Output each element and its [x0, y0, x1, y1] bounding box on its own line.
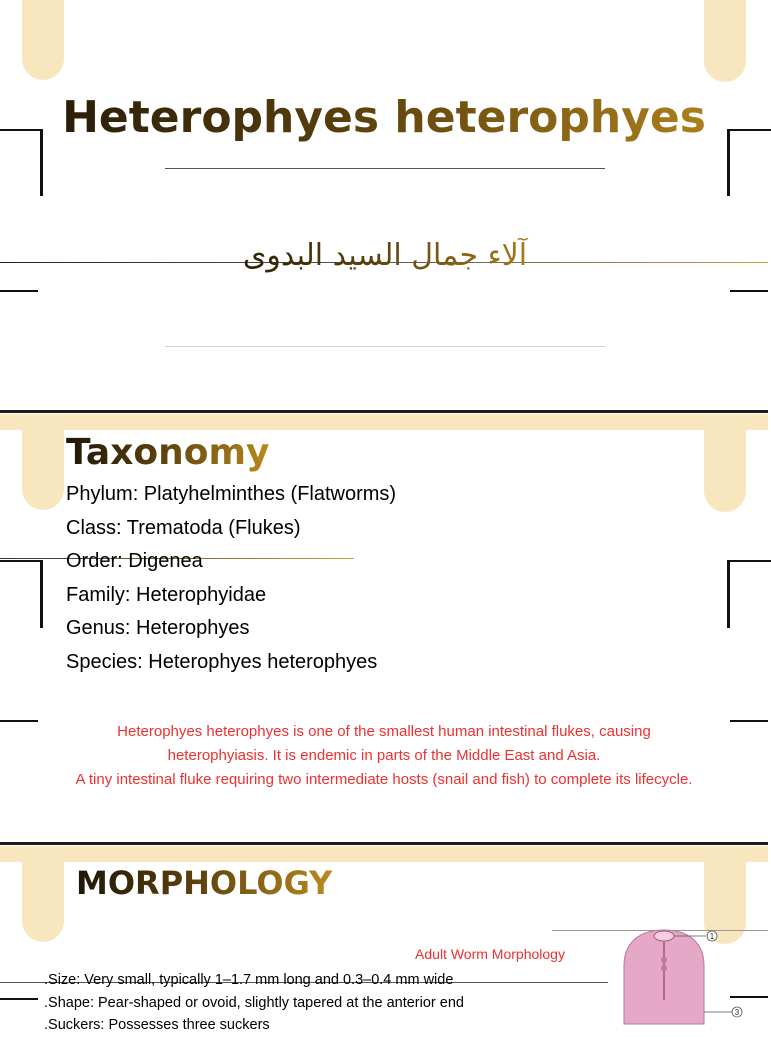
intro-line-1: Heterophyes heterophyes is one of the smallest human intestinal flukes, causing: [117, 723, 651, 740]
callout-number: 1: [709, 932, 715, 941]
dash-right: [730, 290, 768, 292]
taxonomy-list: [66, 478, 396, 680]
morphology-slide: [0, 846, 768, 1033]
taxonomy-species: Species: Heterophyes heterophyes: [66, 650, 378, 673]
decor-tab-right: [704, 414, 746, 512]
taxonomy-class: Class: Trematoda (Flukes): [66, 516, 301, 539]
organ-dot: [661, 957, 667, 963]
morphology-bullets: [44, 969, 464, 1037]
decor-tab-left: [22, 846, 64, 942]
intro-line-3: A tiny intestinal fluke requiring two intermediate hosts (snail and fish) to complete its lifecycle.: [75, 771, 693, 788]
callout-number: 3: [734, 1008, 740, 1017]
taxonomy-order: Order: Digenea: [66, 550, 203, 573]
bracket-left: [0, 560, 43, 628]
intro-text: [20, 720, 748, 792]
taxonomy-phylum: Phylum: Platyhelminthes (Flatworms): [66, 483, 397, 505]
bullet-size: .Size: Very small, typically 1–1.7 mm long and 0.3–0.4 mm wide: [44, 972, 454, 988]
slide-separator-2: [0, 842, 768, 845]
taxonomy-family: Family: Heterophyidae: [66, 583, 267, 606]
organ-dot: [661, 965, 667, 971]
bottom-rule: [165, 346, 605, 347]
slide-separator-1: [0, 410, 768, 413]
bullet-suckers: .Suckers: Possesses three suckers: [44, 1017, 270, 1033]
intro-line-2: heterophyiasis. It is endemic in parts of the Middle East and Asia.: [167, 747, 601, 764]
taxonomy-slide: [0, 414, 768, 842]
adult-worm-illustration: [606, 930, 768, 1024]
dash-left: [0, 290, 38, 292]
taxonomy-genus: Genus: Heterophyes: [66, 617, 250, 640]
figure-title: Adult Worm Morphology: [415, 946, 565, 962]
bracket-right: [727, 560, 771, 628]
decor-tab-left: [22, 414, 64, 510]
taxonomy-heading: Taxonomy: [66, 432, 270, 473]
bullet-shape: .Shape: Pear-shaped or ovoid, slightly tapered at the anterior end: [44, 994, 464, 1011]
title-slide: [0, 0, 768, 410]
oral-sucker: [654, 931, 674, 941]
dash-right: [730, 996, 768, 998]
title-underline: [165, 168, 605, 169]
presentation-title: Heterophyes heterophyes: [0, 92, 768, 143]
decor-band: [0, 414, 768, 430]
morphology-heading: MORPHOLOGY: [76, 864, 333, 902]
author-name: آلاء جمال السيد البدوى: [200, 238, 570, 273]
dash-left: [0, 998, 38, 1000]
decor-tab-left: [22, 0, 64, 80]
decor-band: [0, 846, 768, 862]
decor-tab-right: [704, 0, 746, 82]
